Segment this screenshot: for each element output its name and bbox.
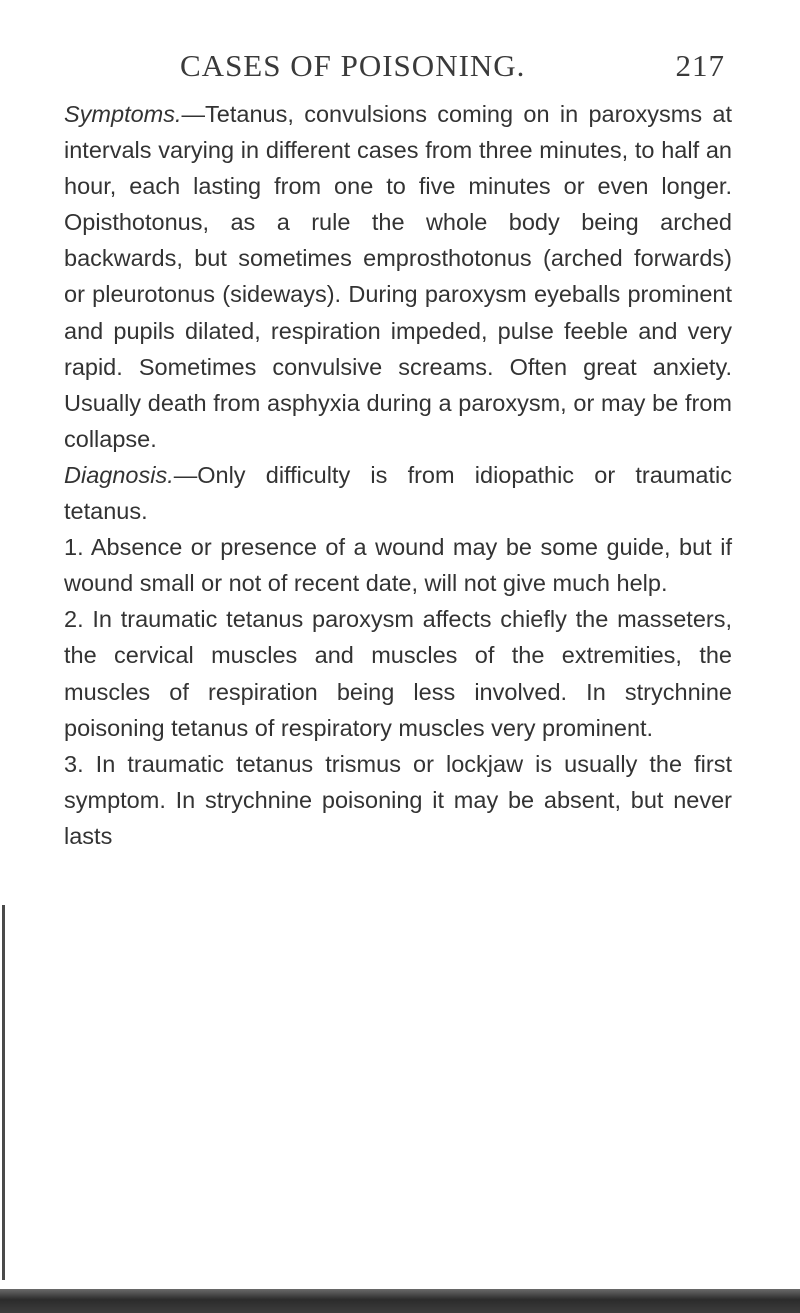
paragraph-text: —Only difficulty is from idiopathic or traumatic tetanus. — [64, 461, 732, 525]
scan-bottom-edge — [0, 1289, 800, 1313]
running-title: CASES OF POISONING. — [180, 48, 526, 83]
paragraph-point-2 — [64, 601, 732, 745]
paragraph-point-3 — [64, 746, 732, 854]
paragraph-symptoms — [64, 96, 732, 457]
body-text — [64, 96, 732, 854]
running-head — [180, 48, 725, 94]
paragraph-text: —Tetanus, convulsions coming on in paroxysms at intervals varying in different cases from three minutes, to half an hour, each lasting from one to five minutes or even longer. Opisthotonus, as a rule the whole body being arched backwards, but sometimes emprosthotonus (arched forwards) or pleurotonus (sideways). During paroxysm eyeballs prominent and pupils dilated, respiration impeded, pulse feeble and very rapid. Sometimes convulsive screams. Often great anxiety. Usually death from asphyxia during a paroxysm, or may be from collapse. — [64, 101, 732, 452]
paragraph-lead: Symptoms. — [64, 101, 182, 127]
paragraph-diagnosis — [64, 457, 732, 529]
paragraph-text: 3. In traumatic tetanus trismus or lockjaw is usually the first symptom. In strychnine poisoning it may be absent, but never lasts — [64, 750, 732, 849]
paragraph-point-1 — [64, 529, 732, 601]
page-number: 217 — [675, 48, 725, 83]
gutter-shadow-line — [2, 905, 5, 1280]
paragraph-lead: Diagnosis. — [64, 461, 174, 488]
paragraph-text: 2. In traumatic tetanus paroxysm affects chiefly the masseters, the cervical muscles and muscles of the extremities, the muscles of respiration being less involved. In strychnine poisoning tetanus of respiratory muscles very prominent. — [64, 606, 732, 741]
paragraph-text: 1. Absence or presence of a wound may be some guide, but if wound small or not of recent date, will not give much help. — [64, 534, 732, 597]
